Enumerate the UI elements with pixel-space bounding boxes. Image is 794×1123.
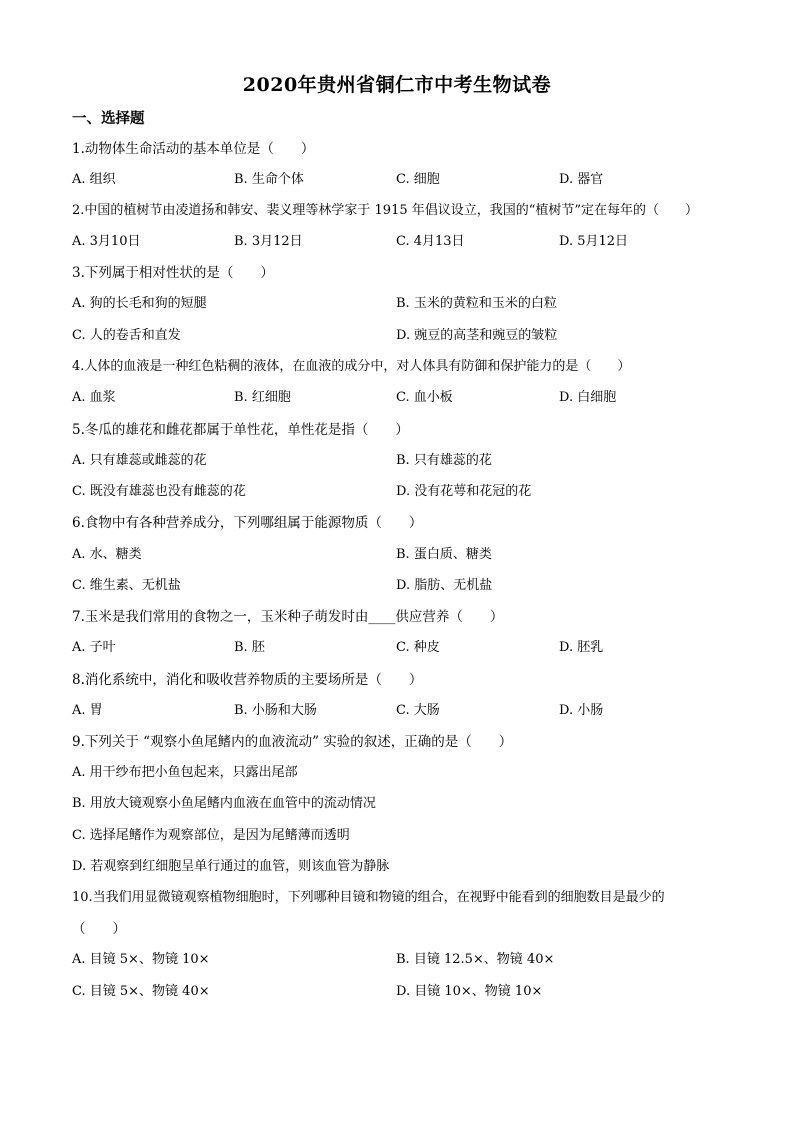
question-6-option-c: C. 维生素、无机盐	[72, 578, 181, 593]
question-9-option-b: B. 用放大镜观察小鱼尾鳍内血液在血管中的流动情况	[72, 796, 376, 811]
question-10-option-d: D. 目镜 10×、物镜 10×	[396, 984, 543, 999]
question-3-option-a: A. 狗的长毛和狗的短腿	[72, 296, 207, 311]
question-2-option-c: C. 4月13日	[396, 234, 465, 249]
question-8-option-d: D. 小肠	[559, 703, 604, 718]
question-6-option-b: B. 蛋白质、糖类	[396, 547, 492, 562]
question-2-stem: 2.中国的植树节由凌道扬和韩安、裴义理等林学家于 1915 年倡议设立，我国的“植树节”定在每年的（ ）	[72, 203, 699, 218]
question-7-option-c: C. 种皮	[396, 640, 440, 655]
question-5-option-a: A. 只有雄蕊或雌蕊的花	[72, 453, 207, 468]
question-10-stem-continued: （ ）	[72, 921, 126, 937]
section-heading: 一、选择题	[72, 110, 145, 127]
question-3-option-b: B. 玉米的黄粒和玉米的白粒	[396, 296, 557, 311]
question-8-option-c: C. 大肠	[396, 703, 440, 718]
question-8-option-a: A. 胃	[72, 703, 103, 718]
question-8-stem: 8.消化系统中，消化和吸收营养物质的主要场所是（ ）	[72, 672, 423, 688]
question-3-option-d: D. 豌豆的高茎和豌豆的皱粒	[396, 328, 558, 343]
question-1-option-d: D. 器官	[559, 172, 604, 187]
question-1-option-a: A. 组织	[72, 172, 116, 187]
question-4-option-d: D. 白细胞	[559, 390, 617, 405]
question-2-option-a: A. 3月10日	[72, 234, 141, 249]
question-9-stem: 9.下列关于 “观察小鱼尾鳍内的血液流动” 实验的叙述，正确的是（ ）	[72, 734, 513, 750]
question-6-stem: 6.食物中有各种营养成分，下列哪组属于能源物质（ ）	[72, 515, 423, 531]
question-1-option-b: B. 生命个体	[234, 172, 304, 187]
question-6-option-a: A. 水、糖类	[72, 547, 142, 562]
question-3-stem: 3.下列属于相对性状的是（ ）	[72, 265, 274, 281]
question-7-option-d: D. 胚乳	[559, 640, 604, 655]
question-7-option-b: B. 胚	[234, 640, 265, 655]
question-7-stem: 7.玉米是我们常用的食物之一，玉米种子萌发时由____供应营养（ ）	[72, 609, 504, 625]
question-10-option-a: A. 目镜 5×、物镜 10×	[72, 952, 210, 967]
question-3-option-c: C. 人的卷舌和直发	[72, 328, 181, 343]
question-4-option-c: C. 血小板	[396, 390, 453, 405]
question-10-stem: 10.当我们用显微镜观察植物细胞时，下列哪种目镜和物镜的组合，在视野中能看到的细胞数目是最少的	[72, 890, 665, 905]
question-9-option-c: C. 选择尾鳍作为观察部位，是因为尾鳍薄而透明	[72, 828, 350, 843]
question-5-stem: 5.冬瓜的雄花和雌花都属于单性花，单性花是指（ ）	[72, 422, 409, 438]
question-6-option-d: D. 脂肪、无机盐	[396, 578, 493, 593]
question-4-option-b: B. 红细胞	[234, 390, 291, 405]
question-1-stem: 1.动物体生命活动的基本单位是（ ）	[72, 141, 315, 157]
question-5-option-d: D. 没有花萼和花冠的花	[396, 484, 532, 499]
question-9-option-d: D. 若观察到红细胞呈单行通过的血管，则该血管为静脉	[72, 859, 390, 874]
question-9-option-a: A. 用干纱布把小鱼包起来，只露出尾部	[72, 765, 298, 780]
question-4-stem: 4.人体的血液是一种红色粘稠的液体，在血液的成分中，对人体具有防御和保护能力的是（ ）	[72, 359, 631, 374]
question-5-option-b: B. 只有雄蕊的花	[396, 453, 492, 468]
question-8-option-b: B. 小肠和大肠	[234, 703, 317, 718]
question-2-option-b: B. 3月12日	[234, 234, 303, 249]
question-4-option-a: A. 血浆	[72, 390, 116, 405]
question-10-option-b: B. 目镜 12.5×、物镜 40×	[396, 952, 555, 967]
page-title: 2020年贵州省铜仁市中考生物试卷	[242, 74, 552, 96]
question-10-option-c: C. 目镜 5×、物镜 40×	[72, 984, 210, 999]
question-7-option-a: A. 子叶	[72, 640, 116, 655]
question-1-option-c: C. 细胞	[396, 172, 440, 187]
question-5-option-c: C. 既没有雄蕊也没有雌蕊的花	[72, 484, 246, 499]
question-2-option-d: D. 5月12日	[559, 234, 629, 249]
